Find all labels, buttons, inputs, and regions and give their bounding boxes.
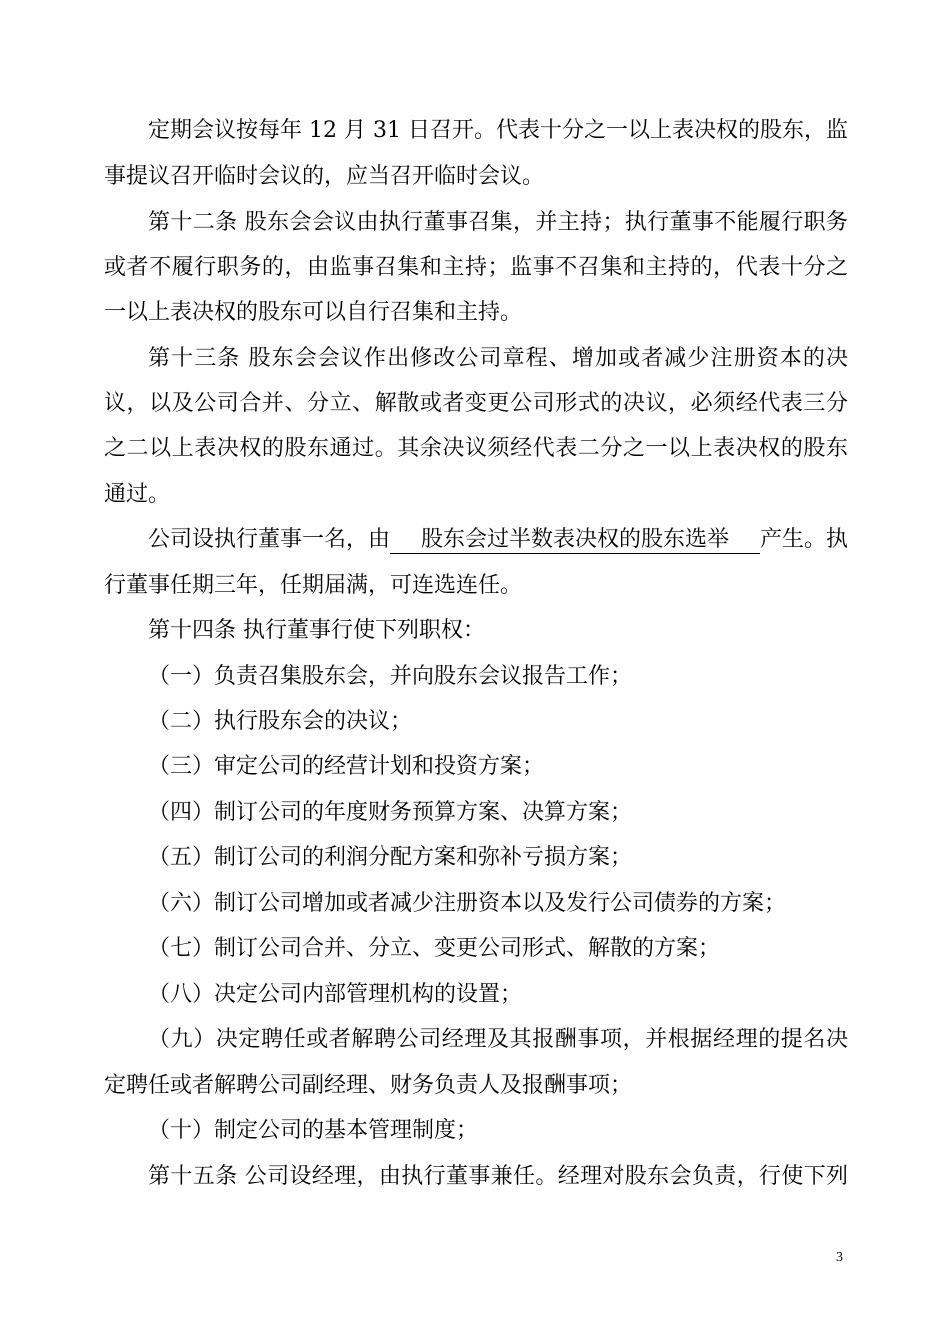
article-14-heading: 第十四条 执行董事行使下列职权： (148, 618, 485, 643)
list-item: （五）制订公司的利润分配方案和弥补亏损方案； (148, 845, 633, 870)
list-item-continuation: 定聘任或者解聘公司副经理、财务负责人及报酬事项； (104, 1073, 633, 1098)
list-item: （十）制定公司的基本管理制度； (148, 1118, 479, 1143)
filled-blank: 股东会过半数表决权的股东选举 (390, 527, 760, 554)
paragraph-line: 定期会议按每年 12 月 31 日召开。代表十分之一以上表决权的股东，监 (148, 118, 848, 143)
article-12-line: 第十二条 股东会会议由执行董事召集，并主持；执行董事不能履行职务 (148, 210, 848, 235)
list-item: （一）负责召集股东会，并向股东会议报告工作； (148, 664, 633, 689)
article-13-line: 通过。 (104, 482, 171, 507)
executive-director-term: 行董事任期三年，任期届满，可连选连任。 (104, 573, 523, 598)
article-13-line: 之二以上表决权的股东通过。其余决议须经代表二分之一以上表决权的股东 (104, 436, 848, 461)
article-12-line: 或者不履行职务的，由监事召集和主持；监事不召集和主持的，代表十分之 (104, 255, 848, 280)
executive-director-suffix: 产生。执 (760, 527, 848, 552)
list-item: （六）制订公司增加或者减少注册资本以及发行公司债券的方案； (148, 891, 787, 916)
article-13-line: 第十三条 股东会会议作出修改公司章程、增加或者减少注册资本的决 (148, 346, 848, 371)
list-item: （二）执行股东会的决议； (148, 709, 413, 734)
list-item: （七）制订公司合并、分立、变更公司形式、解散的方案； (148, 936, 721, 961)
paragraph-line: 事提议召开临时会议的，应当召开临时会议。 (104, 164, 545, 189)
list-item: （九）决定聘任或者解聘公司经理及其报酬事项，并根据经理的提名决 (148, 1027, 848, 1052)
list-item: （三）审定公司的经营计划和投资方案； (148, 754, 545, 779)
executive-director-prefix: 公司设执行董事一名，由 (148, 527, 391, 552)
page-number: 3 (836, 1250, 843, 1265)
list-item: （四）制订公司的年度财务预算方案、决算方案； (148, 800, 633, 825)
article-15-line: 第十五条 公司设经理，由执行董事兼任。经理对股东会负责，行使下列 (148, 1164, 848, 1189)
article-13-line: 议，以及公司合并、分立、解散或者变更公司形式的决议，必须经代表三分 (104, 391, 848, 416)
list-item: （八）决定公司内部管理机构的设置； (148, 982, 523, 1007)
article-12-line: 一以上表决权的股东可以自行召集和主持。 (104, 300, 523, 325)
executive-director-line (104, 525, 848, 555)
